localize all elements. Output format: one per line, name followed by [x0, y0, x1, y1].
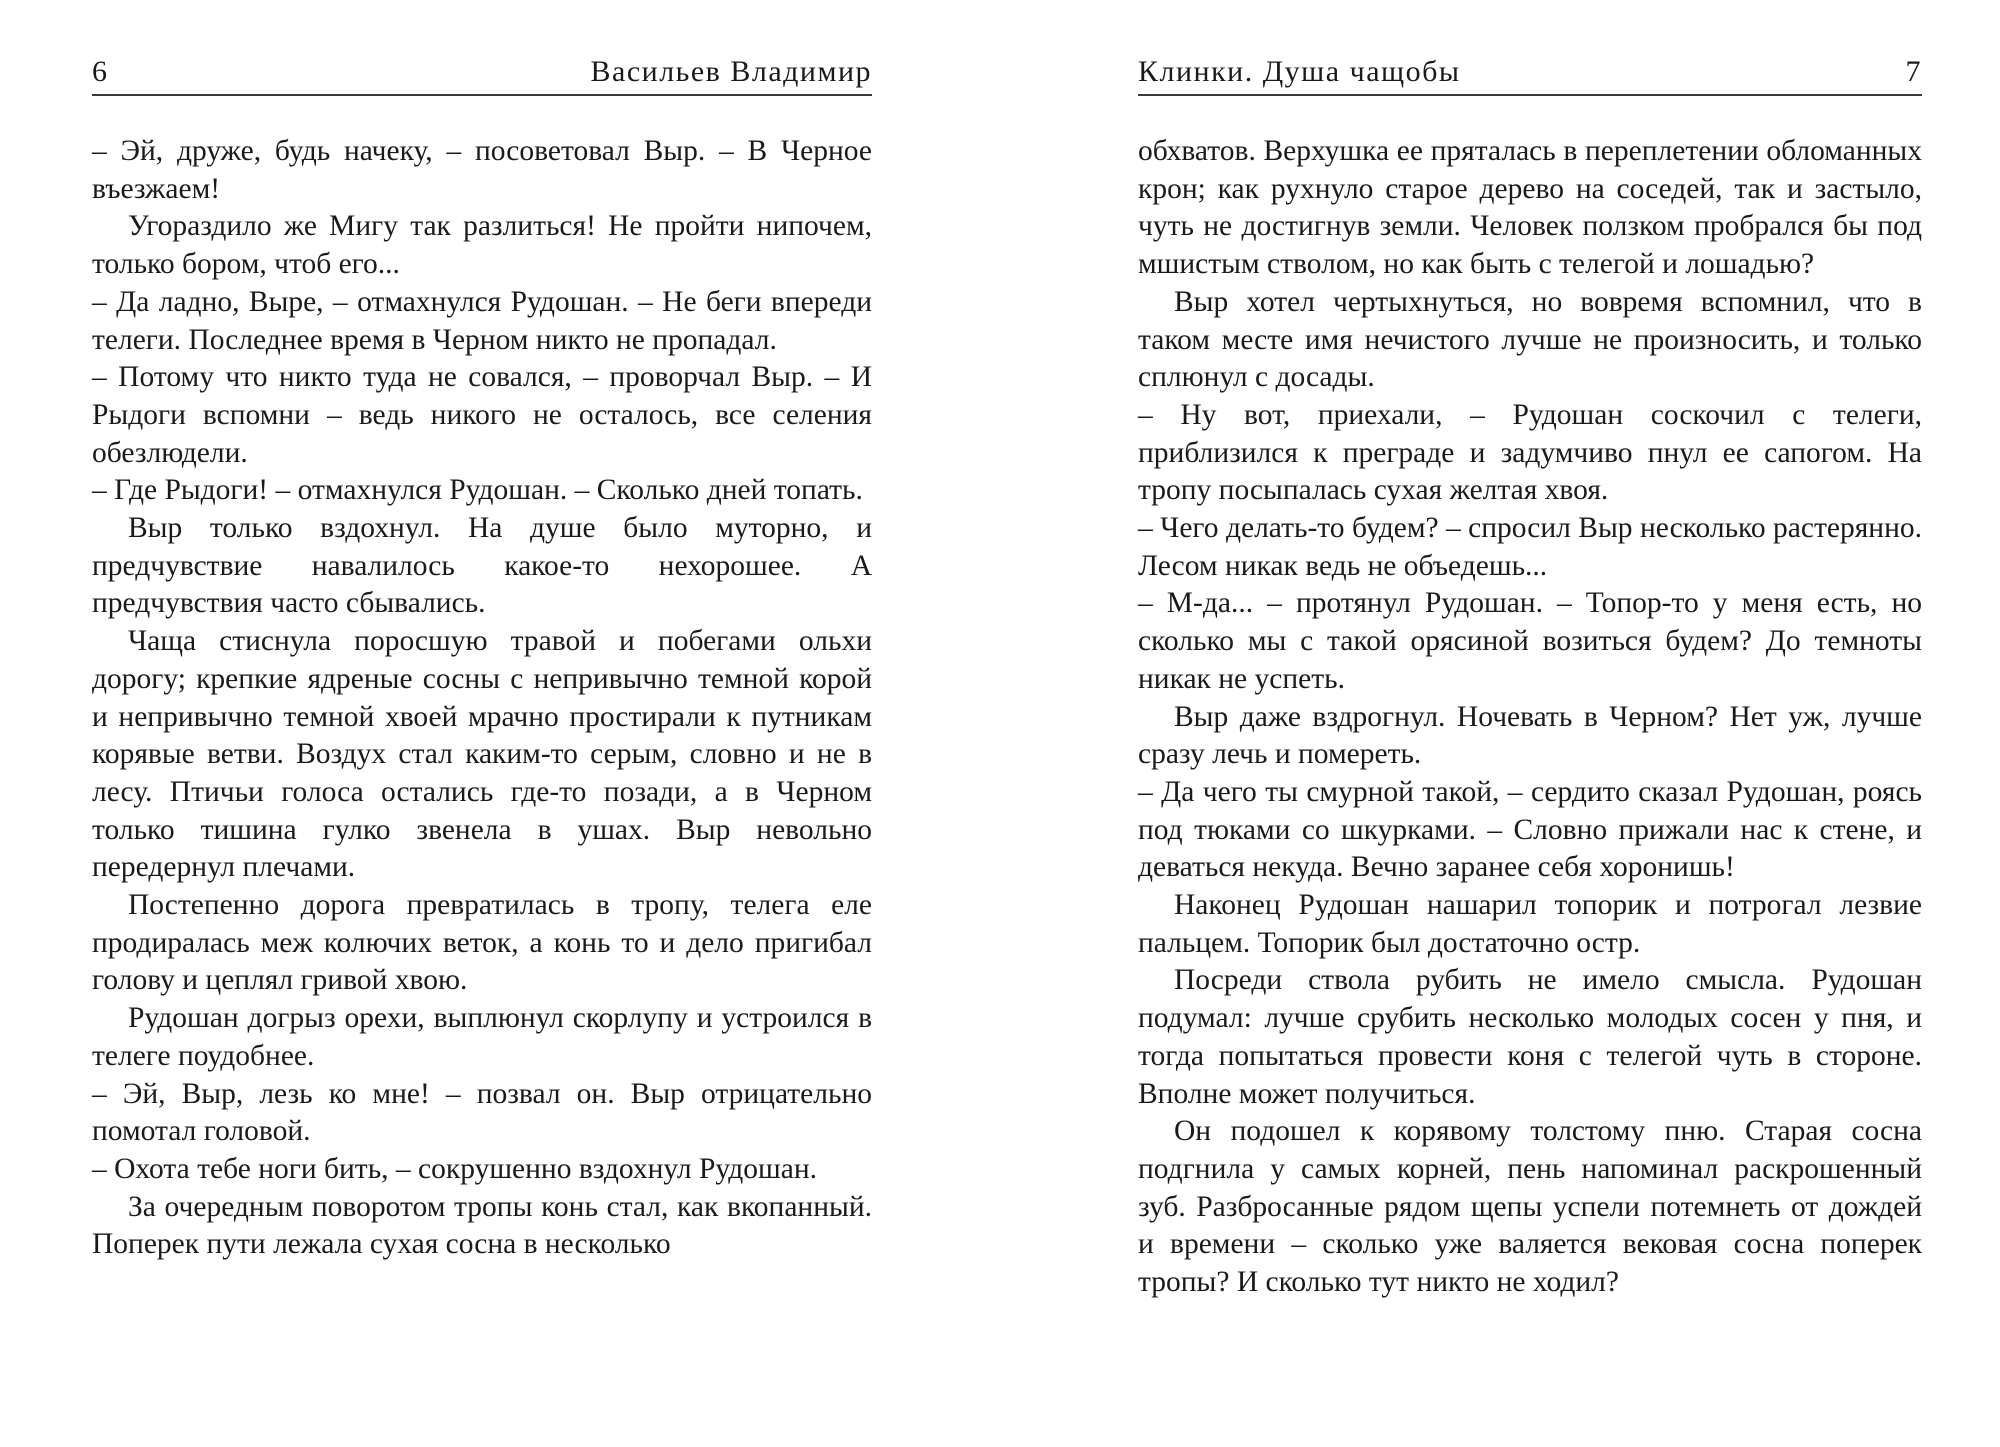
paragraph: – М-да... – протянул Рудошан. – Топор-то у меня есть, но сколько мы с такой орясиной возиться будем? До темноты никак не успеть.: [1138, 587, 1922, 695]
left-running-header: [92, 50, 872, 96]
paragraph: За очередным поворотом тропы конь стал, как вкопанный. Поперек пути лежала сухая сосна в несколько: [92, 1190, 872, 1261]
left-page-number: 6: [92, 55, 109, 88]
paragraph: Выр хотел чертыхнуться, но вовремя вспомнил, что в таком месте имя нечистого лучше не произносить, и только сплюнул с досады.: [1138, 285, 1922, 394]
paragraph: Постепенно дорога превратилась в тропу, телега еле продиралась меж колючих веток, а конь то и дело пригибал голову и цеплял гривой хвою.: [92, 889, 872, 997]
paragraph: Выр даже вздрогнул. Ночевать в Черном? Нет уж, лучше сразу лечь и помереть.: [1138, 700, 1922, 771]
right-page: [1000, 0, 2000, 1447]
paragraph: Посреди ствола рубить не имело смысла. Рудошан подумал: лучше срубить несколько молодых сосен у пня, и тогда попытаться провести коня с телегой чуть в стороне. Вполне может получиться.: [1138, 964, 1922, 1110]
right-body-text: [1138, 133, 1922, 1302]
paragraph: – Да ладно, Выре, – отмахнулся Рудошан. – Не беги впереди телеги. Последнее время в Черном никто не пропадал.: [92, 285, 872, 356]
paragraph: – Эй, друже, будь начеку, – посоветовал Выр. – В Черное въезжаем!: [92, 135, 872, 205]
left-body-text: [92, 133, 872, 1264]
paragraph: – Ну вот, приехали, – Рудошан соскочил с телеги, приблизился к преграде и задумчиво пнул ее сапогом. На тропу посыпалась сухая желтая хвоя.: [1138, 398, 1922, 507]
paragraph: Наконец Рудошан нашарил топорик и потрогал лезвие пальцем. Топорик был достаточно остр.: [1138, 889, 1922, 959]
paragraph: Выр только вздохнул. На душе было муторно, и предчувствие навалилось какое-то нехорошее. А предчувствия часто сбывались.: [92, 512, 872, 620]
paragraph: – Охота тебе ноги бить, – сокрушенно вздохнул Рудошан.: [92, 1152, 818, 1185]
paragraph: Угораздило же Мигу так разлиться! Не пройти нипочем, только бором, чтоб его...: [92, 210, 872, 281]
paragraph: – Потому что никто туда не совался, – проворчал Выр. – И Рыдоги вспомни – ведь никого не осталось, все селения обезлюдели.: [92, 361, 872, 469]
paragraph: – Где Рыдоги! – отмахнулся Рудошан. – Сколько дней топать.: [92, 474, 863, 507]
paragraph: – Эй, Выр, лезь ко мне! – позвал он. Выр отрицательно помотал головой.: [92, 1077, 872, 1148]
left-header-author: Васильев Владимир: [590, 55, 872, 88]
paragraph: Рудошан догрыз орехи, выплюнул скорлупу и устроился в телеге поудобнее.: [92, 1002, 872, 1072]
paragraph: Чаща стиснула поросшую травой и побегами ольхи дорогу; крепкие ядреные сосны с непривычно темной корой и непривычно темной хвоей мрачно простирали к путникам корявые ветви. Воздух стал каким-то серым, словно и не в лесу. Птичьи голоса остались где-то позади, а в Черном только тишина гулко звенела в ушах. Выр невольно передернул плечами.: [92, 625, 872, 884]
paragraph: – Да чего ты смурной такой, – сердито сказал Рудошан, роясь под тюками со шкурками. – Словно прижали нас к стене, и деваться некуда. Вечно заранее себя хоронишь!: [1138, 775, 1922, 884]
paragraph: – Чего делать-то будем? – спросил Выр несколько растерянно. Лесом никак ведь не объедешь...: [1138, 512, 1922, 582]
paragraph: Он подошел к корявому толстому пню. Старая сосна подгнила у самых корней, пень напоминал раскрошенный зуб. Разбросанные рядом щепы успели потемнеть от дождей и времени – сколько уже валяется вековая сосна поперек тропы? И сколько тут никто не ходил?: [1138, 1115, 1922, 1299]
right-page-number: 7: [1905, 55, 1922, 88]
right-running-header: [1138, 50, 1922, 96]
right-header-book-title: Клинки. Душа чащобы: [1138, 55, 1461, 88]
paragraph-continued: обхватов. Верхушка ее пряталась в переплетении обломанных крон; как рухнуло старое дерево на соседей, так и застыло, чуть не достигнув земли. Человек ползком пробрался бы под мшистым стволом, но как быть с телегой и лошадью?: [1138, 135, 1922, 281]
